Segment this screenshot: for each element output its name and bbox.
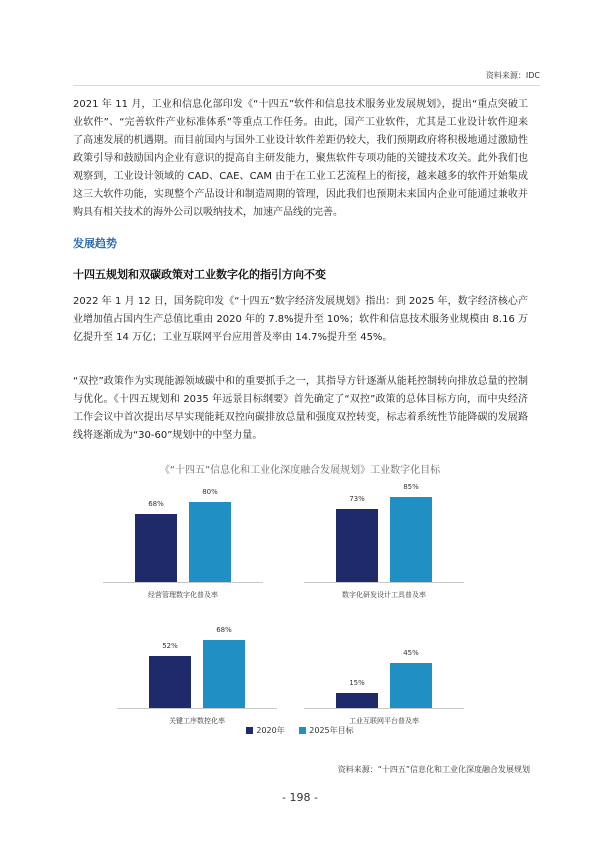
section-title: 发展趋势 [73, 237, 117, 250]
legend-label-2025: 2025年目标 [309, 726, 354, 735]
bar-value-label: 68% [148, 500, 164, 508]
bar-value-label: 68% [216, 626, 232, 634]
bar-2025 [203, 640, 245, 708]
category-label: 关键工序数控化率 [169, 717, 225, 725]
category-label: 数字化研发设计工具普及率 [342, 591, 426, 599]
bar-2025 [390, 663, 432, 708]
paragraph-dual-control: “双控”政策作为实现能源领域碳中和的重要抓手之一，其指导方针逐渐从能耗控制转向排放总量的控制与优化。《十四五规划和 2035 年远景目标纲要》首先确定了“双控”政策的总体目标方向，而中央经济工作会议中首次提出尽早实现能耗双控向碳排放总量和强度双控转变，标志着系统性节能降碳的发展路线将逐渐成为“30-60”规划中的中坚力量。 [73, 376, 528, 441]
bar-2020 [135, 514, 177, 582]
bar-2025 [390, 497, 432, 582]
panel-baseline [304, 708, 464, 709]
source-note-bottom: 资料来源：“十四五”信息化和工业化深度融合发展规划 [337, 765, 530, 774]
legend-swatch-2025 [299, 727, 306, 734]
category-label: 经营管理数字化普及率 [148, 591, 218, 599]
paragraph-digital-economy: 2022 年 1 月 12 日，国务院印发《“十四五”数字经济发展规划》指出：到 2025 年，数字经济核心产业增加值占国内生产总值比重由 2020 年的 7.8%提升至 10%；软件和信息技术服务业规模由 8.16 万亿提升至 14 万亿；工业互联网平台应用普及率由 14.7%提升至 45%。 [73, 296, 528, 343]
category-label: 工业互联网平台普及率 [349, 717, 419, 725]
subsection-title: 十四五规划和双碳政策对工业数字化的指引方向不变 [73, 268, 326, 281]
bar-value-label: 45% [403, 649, 419, 657]
legend-item-2025 [299, 726, 353, 735]
paragraph-policy-plan: 2021 年 11 月，工业和信息化部印发《“十四五”软件和信息技术服务业发展规划》，提出“重点突破工业软件”、“完善软件产业标准体系”等重点工作任务。由此，国产工业软件，尤其是工业设计软件迎来了高速发展的机遇期。而目前国内与国外工业设计软件差距仍较大，我们预期政府将积极地通过激励性政策引导和鼓励国内企业有意识的提高自主研发能力，聚焦软件专项功能的关键技术攻关。此外我们也观察到，工业设计领域的 CAD、CAE、CAM 由于在工业工艺流程上的衔接，越来越多的软件开始集成这三大软件功能，实现整个产品设计和制造周期的管理，因此我们也预期未来国内企业可能通过兼收并购具有相关技术的海外公司以吸纳技术，加速产品线的完善。 [73, 99, 528, 218]
panel-baseline [117, 708, 277, 709]
bar-value-label: 15% [349, 679, 365, 687]
chart-title: 《“十四五”信息化和工业化深度融合发展规划》工业数字化目标 [159, 465, 441, 476]
legend-item-2020 [246, 726, 284, 735]
bar-2020 [336, 693, 378, 708]
bar-2020 [336, 509, 378, 582]
bar-2020 [149, 656, 191, 708]
source-note-top: 资料来源：IDC [485, 71, 540, 80]
bar-value-label: 85% [403, 483, 419, 491]
bar-value-label: 52% [162, 642, 178, 650]
panel-baseline [304, 582, 464, 583]
bar-value-label: 73% [349, 495, 365, 503]
panel-baseline [103, 582, 263, 583]
bar-value-label: 80% [202, 488, 218, 496]
chart-legend [0, 725, 600, 736]
page-number: - 198 - [282, 791, 318, 804]
legend-swatch-2020 [246, 727, 253, 734]
bar-2025 [189, 502, 231, 582]
legend-label-2020: 2020年 [256, 726, 285, 735]
